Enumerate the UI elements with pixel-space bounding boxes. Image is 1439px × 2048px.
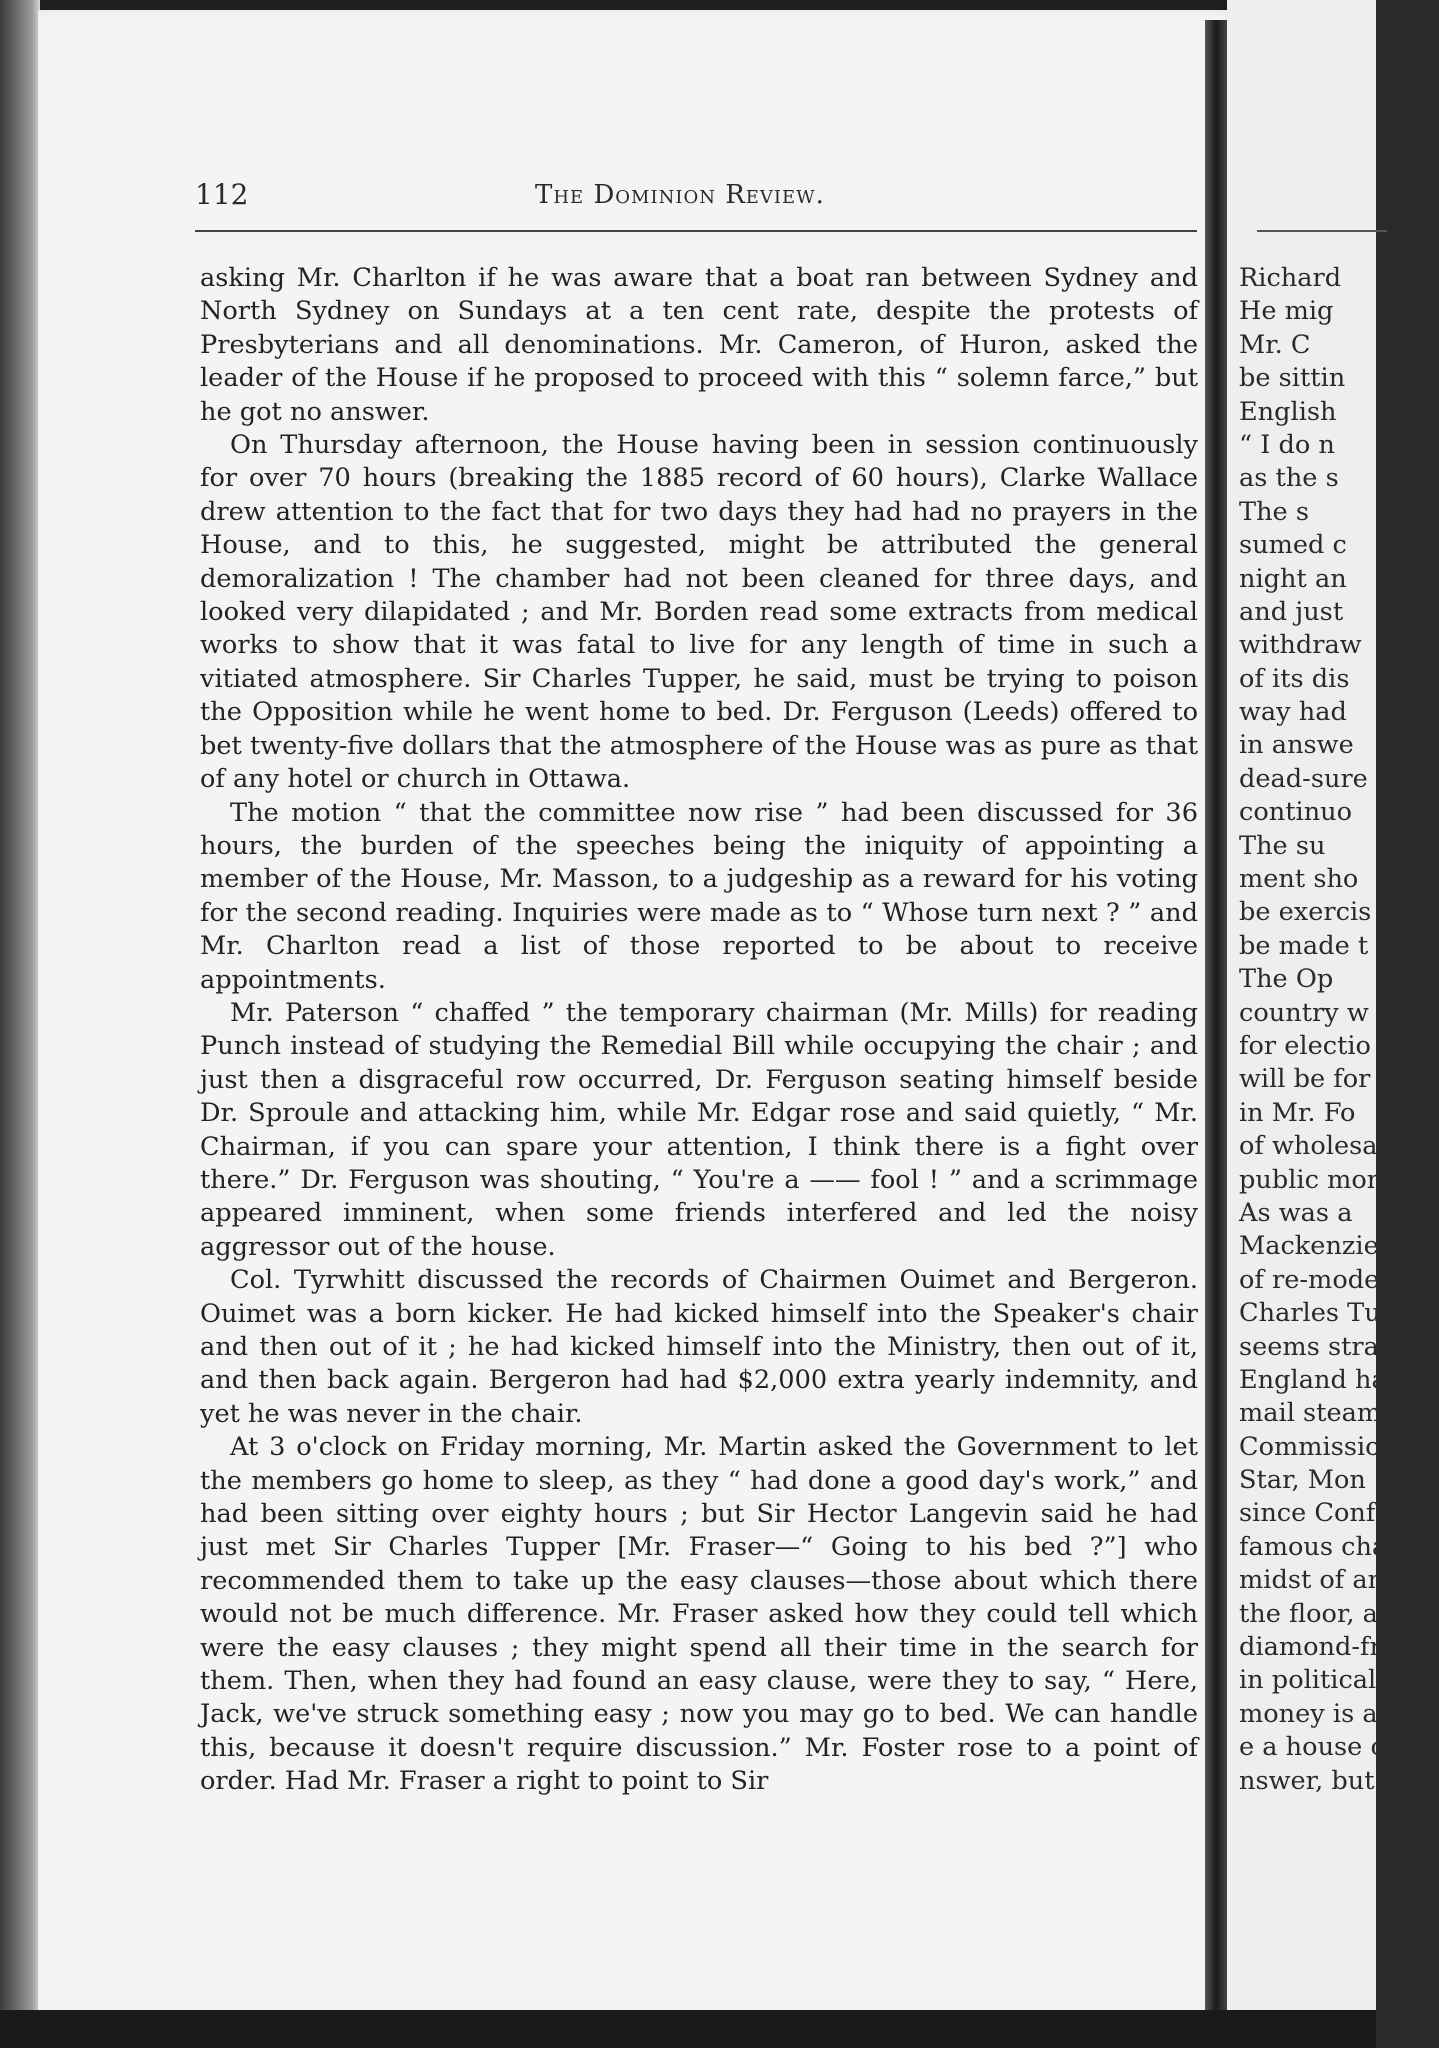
right-page-line: Mr. C: [1239, 329, 1311, 360]
right-page-line: in answe: [1239, 730, 1354, 761]
right-page-line: famous cha: [1239, 1531, 1388, 1562]
right-page-line: will be for: [1239, 1064, 1371, 1095]
right-page-line: midst of an: [1239, 1565, 1385, 1596]
right-page-line: As was a: [1239, 1197, 1353, 1228]
right-page-line: seems stran: [1239, 1331, 1396, 1362]
right-page-line: be made t: [1239, 930, 1369, 961]
right-page-line: Commission: [1239, 1431, 1398, 1462]
right-page-line: withdraw: [1239, 630, 1362, 661]
article-body: [200, 262, 1198, 1799]
right-page-line: The Op: [1239, 964, 1334, 995]
right-page-line: nswer, but: [1239, 1765, 1375, 1796]
right-page-line: continuo: [1239, 797, 1353, 828]
paragraph: At 3 o'clock on Friday morning, Mr. Martin asked the Government to let the members go home to sleep, as they “ had done a good day's work,” and had been sitting over eighty hours ; but Sir Hector Langevin said he had just met Sir Charles Tupper [Mr. Fraser—“ Going to his bed ?”] who recommended them to take up the easy clauses—those about which there would not be much difference. Mr. Fraser asked how they could tell which were the easy clauses ; they might spend all their time in the search for them. Then, when they had found an easy clause, were they to say, “ Here, Jack, we've struck something easy ; now you may go to bed. We can handle this, because it doesn't require discussion.” Mr. Foster rose to a point of order. Had Mr. Fraser a right to point to Sir: [200, 1432, 1198, 1797]
right-page-line: England ha: [1239, 1364, 1387, 1395]
paragraph: The motion “ that the committee now rise ” had been discussed for 36 hours, the burden of the speeches being the iniquity of appointing a member of the House, Mr. Masson, to a judgeship as a reward for his voting for the second reading. Inquiries were made as to “ Whose turn next ? ” and Mr. Charlton read a list of those reported to be about to receive appointments.: [200, 797, 1198, 995]
book-edge-left: [0, 0, 40, 2048]
right-page-line: be exercis: [1239, 897, 1372, 928]
right-page-line: for electio: [1239, 1030, 1371, 1061]
right-page-line: night an: [1239, 563, 1347, 594]
right-page-line: since Confe: [1239, 1498, 1391, 1529]
page-number: 112: [195, 178, 249, 211]
right-page-line: public mon: [1239, 1164, 1384, 1195]
header-rule: [195, 230, 1197, 232]
right-page-line: Richard: [1239, 263, 1342, 293]
right-page-line: dead-sure: [1239, 763, 1368, 794]
right-page-line: in political: [1239, 1665, 1377, 1696]
book-gutter: [1205, 20, 1227, 2048]
right-page-line: be sittin: [1239, 363, 1346, 394]
right-page-line: He mig: [1239, 296, 1334, 327]
right-page-line: the floor, a: [1239, 1598, 1378, 1629]
right-page-line: of wholesa: [1239, 1131, 1378, 1162]
right-page-line: diamond-fra: [1239, 1632, 1397, 1663]
right-page-line: of its dis: [1239, 663, 1350, 694]
paragraph: On Thursday afternoon, the House having been in session continuously for over 70 hours (breaking the 1885 record of 60 hours), Clarke Wallace drew attention to the fact that for two days they had had no prayers in the House, and to this, he suggested, might be attributed the general demoralization ! The chamber had not been cleaned for three days, and looked very dilapidated ; and Mr. Borden read some extracts from medical works to show that it was fatal to live for any length of time in such a vitiated atmosphere. Sir Charles Tupper, he said, must be trying to poison the Opposition while he went home to bed. Dr. Ferguson (Leeds) offered to bet twenty-five dollars that the atmosphere of the House was as pure as that of any hotel or church in Ottawa.: [200, 430, 1198, 795]
right-page-line: Mackenzie: [1239, 1231, 1379, 1262]
scan-bottom-edge: [0, 2010, 1376, 2048]
right-page-line: in Mr. Fo: [1239, 1097, 1356, 1128]
right-page-line: “ I do n: [1239, 429, 1335, 460]
right-page-line: country w: [1239, 997, 1369, 1028]
right-page-line: Star, Mon: [1239, 1465, 1366, 1496]
page-header: [195, 178, 1197, 218]
right-page-line: and just: [1239, 596, 1344, 627]
right-page-line: The s: [1239, 496, 1309, 527]
right-page: [1227, 0, 1398, 2048]
right-page-line: as the s: [1239, 463, 1339, 494]
right-page-line: Charles Tu: [1239, 1298, 1381, 1329]
right-page-line: money is an: [1239, 1698, 1395, 1729]
right-page-line: The su: [1239, 830, 1326, 861]
paragraph: asking Mr. Charlton if he was aware that a boat ran between Sydney and North Sydney on Sundays at a ten cent rate, despite the protests of Presbyterians and all denominations. Mr. Cameron, of Huron, asked the leader of the House if he proposed to proceed with this “ solemn farce,” but he got no answer.: [200, 263, 1198, 427]
paragraph: Col. Tyrwhitt discussed the records of Chairmen Ouimet and Bergeron. Ouimet was a born kicker. He had kicked himself into the Speaker's chair and then out of it ; he had kicked himself into the Ministry, then out of it, and then back again. Bergeron had had $2,000 extra yearly indemnity, and yet he was never in the chair.: [200, 1265, 1198, 1429]
right-page-line: e a house o: [1239, 1732, 1386, 1763]
right-page-text: [1239, 262, 1439, 1798]
paragraph: Mr. Paterson “ chaffed ” the temporary chairman (Mr. Mills) for reading Punch instead of studying the Remedial Bill while occupying the chair ; and just then a disgraceful row occurred, Dr. Ferguson seating himself beside Dr. Sproule and attacking him, while Mr. Edgar rose and said quietly, “ Mr. Chairman, if you can spare your attention, I think there is a fight over there.” Dr. Ferguson was shouting, “ You're a —— fool ! ” and a scrimmage appeared imminent, when some friends interfered and led the noisy aggressor out of the house.: [200, 997, 1198, 1262]
right-page-line: mail steam: [1239, 1398, 1382, 1429]
right-page-line: way had: [1239, 697, 1347, 728]
right-page-line: ment sho: [1239, 864, 1359, 895]
right-page-line: sumed c: [1239, 530, 1347, 561]
right-page-line: of re-mode: [1239, 1264, 1380, 1295]
right-page-line: English: [1239, 396, 1337, 427]
running-title: The Dominion Review.: [535, 180, 825, 210]
right-header-rule: [1257, 230, 1387, 232]
